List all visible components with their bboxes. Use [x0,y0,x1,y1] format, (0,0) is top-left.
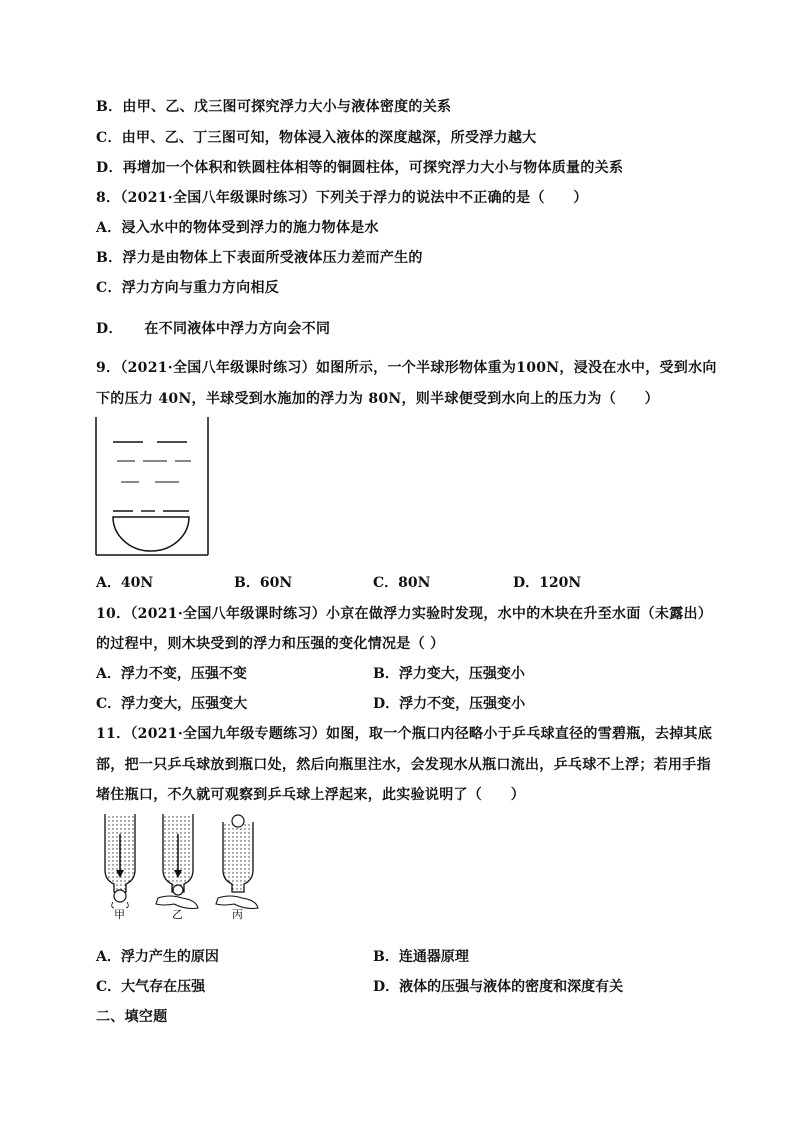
q9-option-a: A．40N [96,575,154,591]
q8-stem: 8．（2021·全国八年级课时练习）下列关于浮力的说法中不正确的是（ ） [96,190,588,206]
q9-stem-line2: 下的压力 40N，半球受到水施加的浮力为 80N，则半球便受到水向上的压力为（ ） [96,391,659,407]
q11-stem-line3: 堵住瓶口，不久就可观察到乒乓球上浮起来，此实验说明了（ ） [96,787,525,803]
bottle-bing [216,815,258,909]
q11-option-b: B．连通器原理 [373,949,469,965]
q11-option-d: D．液体的压强与液体的密度和深度有关 [373,979,624,995]
q9-option-c: C．80N [373,575,431,591]
q11-option-c: C．大气存在压强 [96,979,206,995]
q7-option-d: D．再增加一个体积和铁圆柱体相等的铜圆柱体，可探究浮力大小与物体质量的关系 [96,160,624,176]
q10-option-d: D．浮力不变，压强变小 [373,696,526,712]
q10-stem-line1: 10．（2021·全国八年级课时练习）小京在做浮力实验时发现，水中的木块在升至水面（未露出） [96,606,713,622]
bottle-yi [156,814,198,909]
q8-option-b: B．浮力是由物体上下表面所受液体压力差而产生的 [96,250,423,266]
q8-option-d: D． 在不同液体中浮力方向会不同 [96,321,331,337]
label-jia: 甲 [114,908,125,921]
q9-hemisphere-figure [95,417,211,557]
bottle-jia [105,814,135,908]
q10-option-a: A．浮力不变，压强不变 [96,666,247,682]
q8-option-c: C．浮力方向与重力方向相反 [96,280,280,296]
q9-option-d: D．120N [513,575,582,591]
label-yi: 乙 [172,908,183,921]
q11-bottles-figure [100,812,270,922]
q7-option-c: C．由甲、乙、丁三图可知，物体浸入液体的深度越深，所受浮力越大 [96,130,537,146]
q10-option-b: B．浮力变大，压强变小 [373,666,525,682]
q7-option-b: B．由甲、乙、戊三图可探究浮力大小与液体密度的关系 [96,99,452,115]
label-bing: 丙 [232,908,243,921]
q11-stem-line2: 部，把一只乒乓球放到瓶口处，然后向瓶里注水，会发现水从瓶口流出，乒乓球不上浮；若用手指 [96,757,711,773]
q11-option-a: A．浮力产生的原因 [96,949,219,965]
q10-stem-line2: 的过程中，则木块受到的浮力和压强的变化情况是（ ） [96,636,445,652]
q8-option-a: A．浸入水中的物体受到浮力的施力物体是水 [96,220,379,236]
q11-stem-line1: 11．（2021·全国九年级专题练习）如图，取一个瓶口内径略小于乒乓球直径的雪碧瓶，去掉其底 [96,726,713,742]
q9-option-b: B．60N [234,575,293,591]
q10-option-c: C．浮力变大，压强变大 [96,696,248,712]
q9-stem-line1: 9．（2021·全国八年级课时练习）如图所示，一个半球形物体重为100N，浸没在水中，受到水向 [96,360,717,376]
section-heading: 二、填空题 [96,1009,168,1025]
